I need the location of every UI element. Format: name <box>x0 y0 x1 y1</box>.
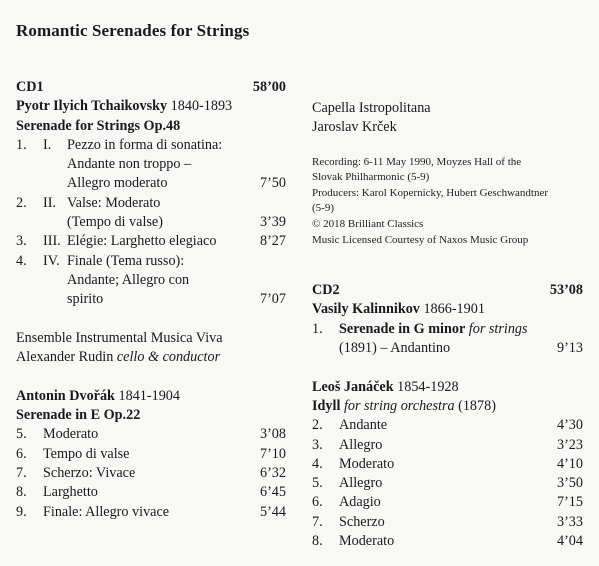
composer-name: Antonin Dvořák <box>16 387 115 404</box>
track-duration: 3’39 <box>259 214 286 231</box>
track-row <box>16 194 286 213</box>
track-number: 1. <box>312 320 323 337</box>
work-scoring: for string orchestra <box>343 397 455 414</box>
ensemble-name: Ensemble Instrumental Musica Viva <box>16 329 223 346</box>
credit-line: Recording: 6-11 May 1990, Moyzes Hall of the <box>312 155 522 168</box>
track-title: Elégie: Larghetto elegiaco <box>67 233 217 250</box>
movement-number: IV. <box>43 252 60 269</box>
credit-line: Producers: Karol Kopernicky, Hubert Geschwandtner <box>312 186 549 199</box>
cd1-column <box>16 78 286 522</box>
track-title: Moderato <box>339 455 395 472</box>
track-number: 6. <box>312 494 323 511</box>
track-duration: 7’50 <box>259 175 286 192</box>
track-row <box>312 455 583 474</box>
track-duration: 3’08 <box>259 426 286 443</box>
track-title: Allegro <box>339 475 383 492</box>
track-row <box>16 464 286 483</box>
track-title: Scherzo: Vivace <box>43 464 136 481</box>
track-number: 7. <box>16 464 27 481</box>
cd2-label: CD2 <box>312 282 340 299</box>
track-number: 9. <box>16 503 27 520</box>
track-duration: 6’32 <box>259 464 286 481</box>
track-title: Adagio <box>339 494 381 511</box>
page-title: Romantic Serenades for Strings <box>16 21 250 40</box>
composer-name: Vasily Kalinnikov <box>312 301 420 318</box>
track-title: Moderato <box>339 533 395 550</box>
work-scoring: for strings <box>468 320 528 337</box>
track-duration: 7’15 <box>556 494 583 511</box>
track-duration: 4’04 <box>556 533 583 550</box>
track-row <box>16 232 286 251</box>
composer-line <box>16 387 286 406</box>
track-duration: 9’13 <box>556 340 583 357</box>
work-title: Serenade in E Op.22 <box>16 407 141 424</box>
track-row <box>312 474 583 493</box>
movement-number: III. <box>43 233 61 250</box>
composer-name: Leoš Janáček <box>312 378 394 395</box>
track-duration: 8’27 <box>259 233 286 250</box>
track-number: 5. <box>312 475 323 492</box>
work-year: (1878) <box>458 397 496 414</box>
track-row <box>312 513 583 532</box>
track-title-cont <box>16 290 286 309</box>
credit-line: Slovak Philharmonic (5-9) <box>312 171 430 184</box>
track-duration: 4’30 <box>556 417 583 434</box>
composer-name: Pyotr Ilyich Tchaikovsky <box>16 98 168 115</box>
track-duration: 7’10 <box>259 445 286 462</box>
composer-line <box>312 300 583 319</box>
track-number: 5. <box>16 426 27 443</box>
composer-line <box>16 97 286 116</box>
right-column <box>312 99 583 551</box>
performer-conductor: Jaroslav Krček <box>312 119 397 136</box>
track-title-line: Allegro moderato <box>67 175 168 192</box>
track-duration: 4’10 <box>556 455 583 472</box>
credit-line: © 2018 Brilliant Classics <box>312 217 424 230</box>
track-number: 1. <box>16 136 27 153</box>
conductor-role: cello & conductor <box>116 349 221 366</box>
track-title-line: Andante; Allegro con <box>67 271 190 288</box>
track-title: Pezzo in forma di sonatina: <box>67 136 223 153</box>
credits-block <box>312 155 583 249</box>
track-row <box>16 136 286 155</box>
track-number: 7. <box>312 513 323 530</box>
track-title-line: Andante non troppo – <box>67 156 192 173</box>
track-row <box>16 503 286 522</box>
track-duration: 3’33 <box>556 513 583 530</box>
conductor-line <box>16 348 286 367</box>
track-title: Larghetto <box>43 484 98 501</box>
track-number: 2. <box>16 194 27 211</box>
movement-number: II. <box>43 194 56 211</box>
cd2-header <box>312 281 583 300</box>
track-title-cont <box>16 271 286 290</box>
track-title: Moderato <box>43 426 99 443</box>
track-title: Scherzo <box>339 513 385 530</box>
track-number: 2. <box>312 417 323 434</box>
composer-dates: 1840-1893 <box>170 98 233 115</box>
work-title: Serenade for Strings Op.48 <box>16 117 181 134</box>
cd1-header <box>16 78 286 97</box>
track-number: 3. <box>312 436 323 453</box>
work-title: Idyll <box>312 397 341 414</box>
track-number: 4. <box>312 455 323 472</box>
track-row <box>312 436 583 455</box>
track-number: 8. <box>312 533 323 550</box>
composer-dates: 1841-1904 <box>118 387 180 404</box>
track-title: Finale (Tema russo): <box>67 252 185 269</box>
track-title-line: (1891) – Andantino <box>339 340 451 357</box>
track-number: 6. <box>16 445 27 462</box>
cd2-duration: 53’08 <box>549 282 583 299</box>
track-number: 8. <box>16 484 27 501</box>
composer-line <box>312 378 583 397</box>
track-row <box>312 532 583 551</box>
track-title <box>339 320 583 339</box>
track-title: Tempo di valse <box>43 445 130 462</box>
track-duration: 3’50 <box>556 475 583 492</box>
track-title-line: (Tempo di valse) <box>67 214 163 231</box>
track-row <box>312 493 583 512</box>
track-row <box>312 416 583 435</box>
credit-line: Music Licensed Courtesy of Naxos Music Group <box>312 233 529 246</box>
movement-number: I. <box>43 136 52 153</box>
track-number: 3. <box>16 233 27 250</box>
track-row <box>312 320 583 339</box>
track-title-cont <box>312 339 583 358</box>
composer-dates: 1854-1928 <box>397 378 459 395</box>
work-title: Serenade in G minor <box>339 320 466 337</box>
track-duration: 5’44 <box>259 503 286 520</box>
track-title-cont <box>16 174 286 193</box>
track-duration: 7’07 <box>259 291 286 308</box>
track-row <box>16 425 286 444</box>
cd1-label: CD1 <box>16 79 44 95</box>
conductor-name: Alexander Rudin <box>16 349 114 366</box>
track-duration: 6’45 <box>259 484 286 501</box>
track-row <box>16 483 286 502</box>
track-row <box>16 445 286 464</box>
track-title: Andante <box>339 417 388 434</box>
track-title: Finale: Allegro vivace <box>43 503 170 520</box>
track-row <box>16 252 286 271</box>
track-title: Allegro <box>339 436 383 453</box>
cd1-duration: 58’00 <box>252 79 286 95</box>
track-title-cont <box>16 213 286 232</box>
work-title-line <box>312 397 583 416</box>
track-title: Valse: Moderato <box>67 194 161 211</box>
composer-dates: 1866-1901 <box>423 301 485 318</box>
track-number: 4. <box>16 252 27 269</box>
track-title-cont <box>16 155 286 174</box>
track-title-line: spirito <box>67 291 104 308</box>
performer-ensemble: Capella Istropolitana <box>312 100 431 116</box>
credit-line: (5-9) <box>312 202 334 215</box>
track-duration: 3’23 <box>556 436 583 453</box>
